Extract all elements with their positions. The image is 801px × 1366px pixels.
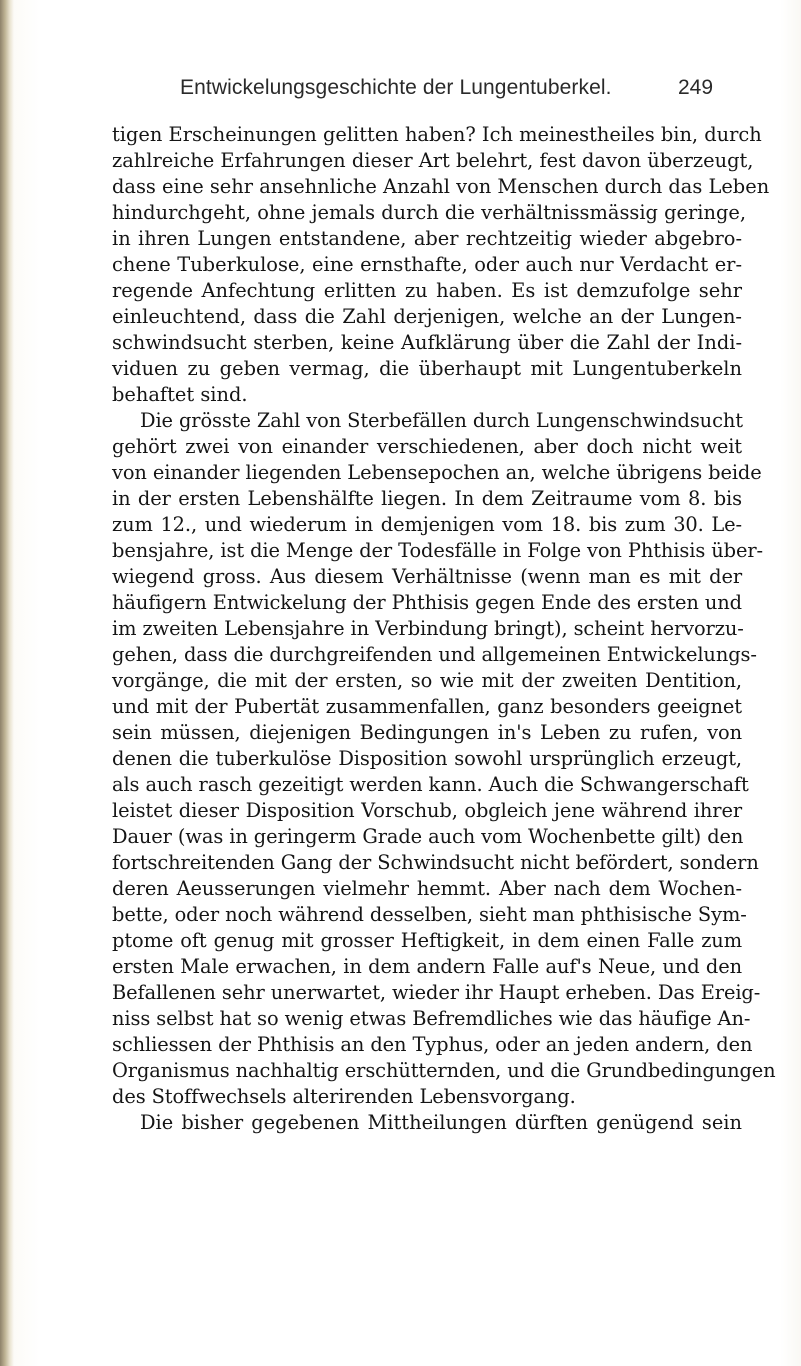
text-line: regende Anfechtung erlitten zu haben. Es ist demzufolge sehr [112, 279, 742, 302]
binding-edge [0, 0, 14, 1366]
page-number: 249 [678, 76, 714, 99]
paragraph [112, 122, 770, 408]
text-line: tigen Erscheinungen gelitten haben? Ich meinestheiles bin, durch [112, 123, 762, 146]
text-line: Organismus nachhaltig erschütternden, und die Grundbedingungen [112, 1059, 776, 1082]
text-line: ptome oft genug mit grosser Heftigkeit, in dem einen Falle zum [112, 929, 742, 952]
running-title: Entwickelungsgeschichte der Lungentuberkel. [180, 76, 612, 99]
text-line: ersten Male erwachen, in dem andern Falle auf's Neue, und den [112, 955, 742, 978]
text-line: bette, oder noch während desselben, sieht man phthisische Sym- [112, 903, 747, 926]
text-line: denen die tuberkulöse Disposition sowohl ursprünglich erzeugt, [112, 747, 742, 770]
text-line: schliessen der Phthisis an den Typhus, oder an jeden andern, den [112, 1033, 753, 1056]
text-line: bensjahre, ist die Menge der Todesfälle in Folge von Phthisis über- [112, 539, 763, 562]
text-line: wiegend gross. Aus diesem Verhältnisse (wenn man es mit der [112, 565, 742, 588]
text-line: Die grösste Zahl von Sterbefällen durch Lungenschwindsucht [140, 409, 743, 432]
text-line: hindurchgeht, ohne jemals durch die verhältnissmässig geringe, [112, 201, 747, 224]
text-line: Die bisher gegebenen Mittheilungen dürften genügend sein [140, 1111, 742, 1134]
text-line: vorgänge, die mit der ersten, so wie mit der zweiten Dentition, [112, 669, 742, 692]
text-line: fortschreitenden Gang der Schwindsucht nicht befördert, sondern [112, 851, 759, 874]
text-line: dass eine sehr ansehnliche Anzahl von Menschen durch das Leben [112, 175, 770, 198]
text-line: des Stoffwechsels alterirenden Lebensvorgang. [112, 1085, 576, 1108]
text-line: zahlreiche Erfahrungen dieser Art belehrt, fest davon überzeugt, [112, 149, 754, 172]
text-line: von einander liegenden Lebensepochen an, welche übrigens beide [112, 461, 762, 484]
text-line: zum 12., und wiederum in demjenigen vom 18. bis zum 30. Le- [112, 513, 742, 536]
text-line: in ihren Lungen entstandene, aber rechtzeitig wieder abgebro- [112, 227, 742, 250]
text-line: und mit der Pubertät zusammenfallen, ganz besonders geeignet [112, 695, 742, 718]
text-line: deren Aeusserungen vielmehr hemmt. Aber nach dem Wochen- [112, 877, 742, 900]
text-line: in der ersten Lebenshälfte liegen. In dem Zeitraume vom 8. bis [112, 487, 742, 510]
text-line: Befallenen sehr unerwartet, wieder ihr Haupt erheben. Das Ereig- [112, 981, 761, 1004]
text-line: im zweiten Lebensjahre in Verbindung bringt), scheint hervorzu- [112, 617, 744, 640]
text-line: behaftet sind. [112, 383, 248, 406]
running-head [0, 76, 801, 108]
text-line: schwindsucht sterben, keine Aufklärung über die Zahl der Indi- [112, 331, 742, 354]
text-line: leistet dieser Disposition Vorschub, obgleich jene während ihrer [112, 799, 742, 822]
text-line: einleuchtend, dass die Zahl derjenigen, welche an der Lungen- [112, 305, 742, 328]
text-line: gehen, dass die durchgreifenden und allgemeinen Entwickelungs- [112, 643, 757, 666]
text-line: Dauer (was in geringerm Grade auch vom Wochenbette gilt) den [112, 825, 744, 848]
text-line: chene Tuberkulose, eine ernsthafte, oder auch nur Verdacht er- [112, 253, 742, 276]
text-line: niss selbst hat so wenig etwas Befremdliches wie das häufige An- [112, 1007, 751, 1030]
text-line: sein müssen, diejenigen Bedingungen in's Leben zu rufen, von [112, 721, 742, 744]
body-text [112, 122, 776, 1136]
text-line: gehört zwei von einander verschiedenen, aber doch nicht weit [112, 435, 742, 458]
paragraph [112, 408, 776, 1110]
text-line: viduen zu geben vermag, die überhaupt mit Lungentuberkeln [112, 357, 742, 380]
paragraph [112, 1110, 742, 1136]
text-line: als auch rasch gezeitigt werden kann. Auch die Schwangerschaft [112, 773, 749, 796]
text-line: häufigern Entwickelung der Phthisis gegen Ende des ersten und [112, 591, 742, 614]
